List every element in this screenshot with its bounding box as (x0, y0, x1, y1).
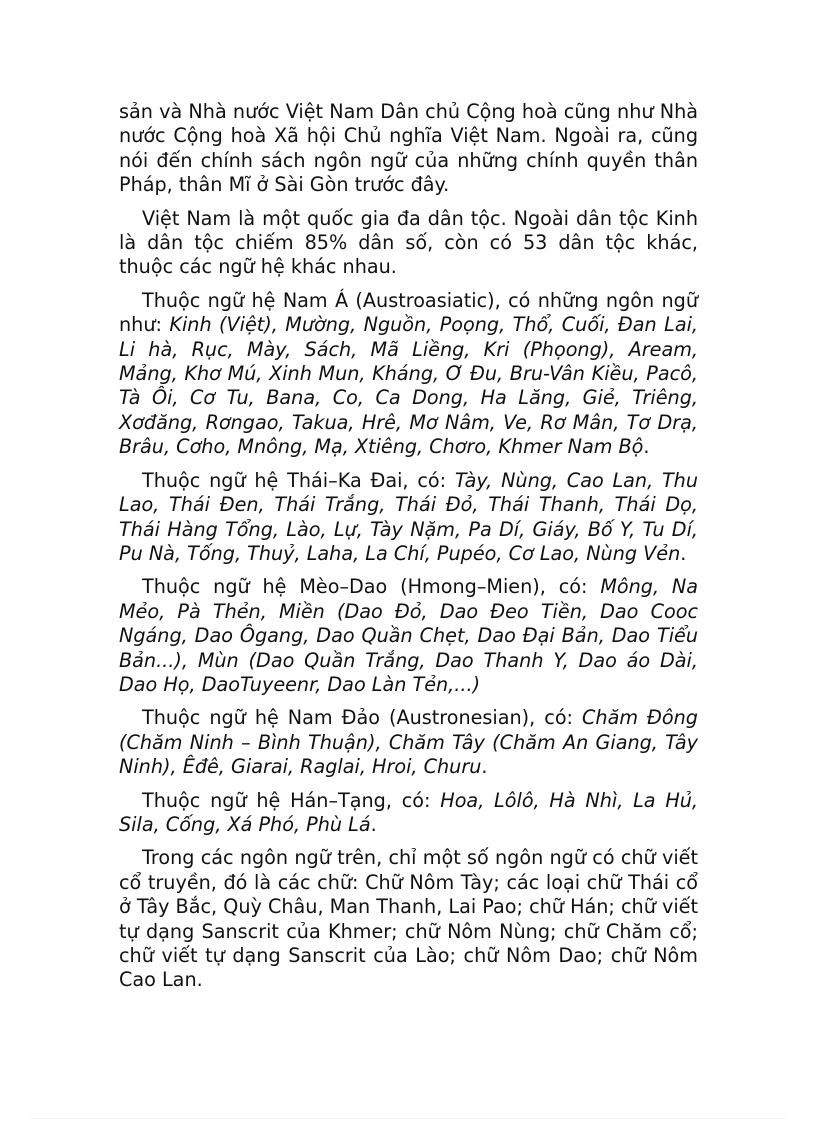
language-list: Chăm Đông (Chăm Ninh – Bình Thuận), Chăm Tây (Chăm An Giang, Tây Ninh), Êđê, Giarai, Raglai, Hroi, Churu (119, 706, 698, 779)
language-list: Tày, Nùng, Cao Lan, Thu Lao, Thái Đen, Thái Trắng, Thái Đỏ, Thái Thanh, Thái Dọ, Thái Hàng Tổng, Lào, Lự, Tày Nặm, Pa Dí, Giáy, Bố Y, Tu Dí, Pu Nà, Tống, Thuỷ, Laha, La Chí, Pupéo, Cơ Lao, Nùng Vẻn (119, 468, 698, 565)
paragraph-lead: Thuộc ngữ hệ Hán–Tạng, có: (142, 788, 441, 812)
paragraph-austronesian (119, 706, 698, 779)
paragraph-lead: Thuộc ngữ hệ Mèo–Dao (Hmong–Mien), có: (142, 575, 601, 599)
paragraph-tai-kadai (119, 469, 698, 567)
paragraph-tail: . (370, 812, 377, 836)
language-list: Hoa, Lôlô, Hà Nhì, La Hủ, Sila, Cống, Xá Phó, Phù Lá (119, 788, 699, 836)
paragraph-austroasiatic (119, 289, 698, 460)
paragraph-hmong-mien (119, 575, 698, 697)
paragraph-tail: . (680, 541, 687, 565)
document-page (119, 100, 698, 1002)
paragraph-ethnic-overview: Việt Nam là một quốc gia đa dân tộc. Ngoài dân tộc Kinh là dân tộc chiếm 85% dân số, còn có 53 dân tộc khác, thuộc các ngữ hệ khác nhau. (119, 206, 698, 279)
paragraph-sino-tibetan (119, 789, 698, 838)
paragraph-continuation: sản và Nhà nước Việt Nam Dân chủ Cộng hoà cũng như Nhà nước Cộng hoà Xã hội Chủ nghĩa Việt Nam. Ngoài ra, cũng nói đến chính sách ngôn ngữ của những chính quyền thân Pháp, thân Mĩ ở Sài Gòn trước đây. (119, 100, 698, 197)
language-list: Kinh (Việt), Mường, Nguồn, Poọng, Thổ, Cuối, Đan Lai, Li hà, Rục, Mày, Sách, Mã Liềng, Kri (Phọong), Aream, Mảng, Khơ Mú, Xinh Mun, Kháng, Ơ Đu, Bru-Vân Kiều, Pacô, Tà Ôi, Cơ Tu, Bana, Co, Ca Dong, Ha Lăng, Giẻ, Triêng, Xơđăng, Rơngao, Takua, Hrê, Mơ Nâm, Ve, Rơ Mân, Tơ Drạ, Brâu, Cơho, Mnông, Mạ, Xtiêng, Chơro, Khmer Nam Bộ (119, 313, 699, 459)
paragraph-lead: Thuộc ngữ hệ Thái–Ka Đai, có: (142, 468, 455, 492)
page-bottom-rule (30, 1118, 786, 1119)
paragraph-writing-systems: Trong các ngôn ngữ trên, chỉ một số ngôn ngữ có chữ viết cổ truyền, đó là các chữ: Chữ Nôm Tày; các loại chữ Thái cổ ở Tây Bắc, Quỳ Châu, Man Thanh, Lai Pao; chữ Hán; chữ viết tự dạng Sanscrit của Khmer; chữ Nôm Nùng; chữ Chăm cổ; chữ viết tự dạng Sanscrit của Lào; chữ Nôm Dao; chữ Nôm Cao Lan. (119, 846, 698, 992)
language-list: Mông, Na Mẻo, Pà Thẻn, Miền (Dao Đỏ, Dao Đeo Tiền, Dao Cooc Ngáng, Dao Ôgang, Dao Quần Chẹt, Dao Đại Bản, Dao Tiểu Bản...), Mùn (Dao Quần Trắng, Dao Thanh Y, Dao áo Dài, Dao Họ, DaoTuyeenr, Dao Làn Tẻn,...) (119, 575, 699, 696)
paragraph-tail: . (643, 435, 650, 459)
paragraph-tail: . (481, 755, 488, 779)
paragraph-lead: Thuộc ngữ hệ Nam Đảo (Austronesian), có: (142, 706, 583, 730)
paragraph-lead: Thuộc ngữ hệ Nam Á (Austroasiatic), có những ngôn ngữ như: (119, 288, 698, 337)
